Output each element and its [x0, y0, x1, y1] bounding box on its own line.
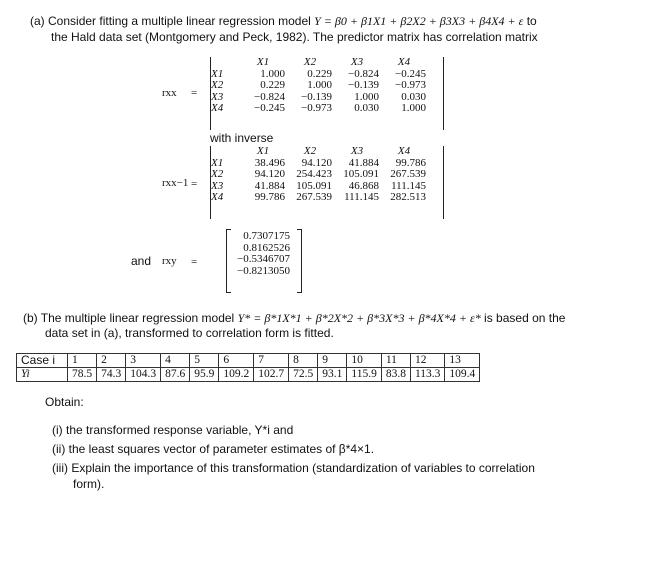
rxy-value: −0.8213050	[237, 264, 290, 277]
inv-header: X4	[397, 145, 411, 157]
case-cell: 2	[97, 354, 126, 368]
case-cell: 9	[318, 354, 347, 368]
corr-row	[211, 103, 429, 115]
rxy-vector	[226, 229, 302, 293]
case-cell: 5	[190, 354, 219, 368]
case-cell: 4	[161, 354, 190, 368]
rxx-inverse-label: rxx−1	[162, 177, 189, 189]
inv-header: X3	[350, 145, 364, 157]
correlation-matrix	[210, 57, 444, 130]
corr-row-label: X1	[211, 67, 224, 80]
case-cell: 3	[126, 354, 161, 368]
part-b-intro: The multiple linear regression model	[40, 311, 235, 325]
part-a-line1	[30, 14, 537, 29]
part-a-label: (a)	[30, 14, 45, 28]
corr-cell: 0.229	[307, 67, 332, 80]
obtain-item-2: (ii) the least squares vector of parameter estimates of β*4×1.	[52, 442, 375, 456]
inv-cell: 111.145	[391, 179, 426, 192]
inv-cell: 267.539	[296, 191, 332, 203]
corr-row	[211, 80, 429, 92]
response-cell: 78.5	[68, 368, 97, 382]
corr-cell: −0.245	[395, 67, 426, 80]
inv-row	[211, 169, 429, 181]
rxy-value: 0.8162526	[243, 241, 290, 254]
case-cell: 6	[219, 354, 254, 368]
inv-cell: 99.786	[254, 191, 285, 203]
corr-cell: −0.139	[301, 90, 332, 103]
case-cell: 8	[289, 354, 318, 368]
inv-row-label: X1	[211, 156, 224, 169]
corr-cell: 0.030	[401, 90, 426, 103]
corr-row-label: X3	[211, 90, 224, 103]
inv-row-label: X2	[211, 168, 224, 180]
corr-header: X1	[256, 56, 270, 68]
obtain-item-3-line2: form).	[73, 477, 105, 491]
case-row	[17, 354, 480, 368]
inv-cell: 282.513	[390, 191, 426, 203]
inv-row-label: X4	[211, 191, 224, 203]
case-cell: 13	[445, 354, 480, 368]
case-row-label: Case i	[17, 354, 68, 368]
corr-cell: 1.000	[307, 79, 332, 91]
response-cell: 109.4	[445, 368, 480, 382]
hald-data-table	[16, 353, 480, 382]
response-row	[17, 368, 480, 382]
obtain-item-1: (i) the transformed response variable, Y*i and	[52, 423, 294, 437]
part-b-line1	[23, 311, 565, 326]
corr-cell: −0.973	[301, 102, 332, 114]
inv-cell: 111.145	[344, 191, 379, 203]
inv-cell: 38.496	[254, 156, 285, 169]
inv-header: X1	[256, 145, 270, 157]
part-a-model-equation: Y = β0 + β1X1 + β2X2 + β3X3 + β4X4 + ε	[314, 14, 524, 28]
inv-row	[211, 192, 429, 204]
case-cell: 7	[254, 354, 289, 368]
part-b-model-equation: Y* = β*1X*1 + β*2X*2 + β*3X*3 + β*4X*4 + ε*	[237, 311, 481, 325]
rxx-label: rxx	[162, 87, 177, 99]
case-cell: 11	[381, 354, 410, 368]
response-cell: 102.7	[254, 368, 289, 382]
inverse-correlation-matrix	[210, 146, 444, 219]
corr-row-label: X4	[211, 102, 224, 114]
inv-cell: 99.786	[395, 156, 426, 169]
response-cell: 95.9	[190, 368, 219, 382]
corr-cell: 1.000	[260, 67, 285, 80]
response-cell: 93.1	[318, 368, 347, 382]
response-cell: 109.2	[219, 368, 254, 382]
inv-row-label: X3	[211, 179, 224, 192]
inv-cell: 41.884	[348, 156, 379, 169]
part-a-intro: Consider fitting a multiple linear regression model	[48, 14, 311, 28]
with-inverse-text: with inverse	[210, 131, 274, 145]
corr-header: X2	[303, 56, 317, 68]
inv-cell: 41.884	[254, 179, 285, 192]
rxy-value: 0.7307175	[243, 230, 290, 242]
corr-header: X4	[397, 56, 411, 68]
corr-cell: 1.000	[401, 102, 426, 114]
response-cell: 74.3	[97, 368, 126, 382]
corr-cell: −0.245	[254, 102, 285, 114]
corr-cell: −0.824	[254, 90, 285, 103]
response-row-label: Yi	[17, 368, 68, 382]
case-cell: 1	[68, 354, 97, 368]
response-cell: 87.6	[161, 368, 190, 382]
corr-cell: −0.824	[348, 67, 379, 80]
inv-cell: 105.091	[296, 179, 332, 192]
corr-cell: 1.000	[354, 90, 379, 103]
obtain-item-3-line1: (iii) Explain the importance of this transformation (standardization of variables to correlation	[52, 461, 535, 475]
corr-cell: 0.030	[354, 102, 379, 114]
response-cell: 115.9	[347, 368, 381, 382]
inv-cell: 254.423	[296, 168, 332, 180]
part-a-to: to	[526, 14, 537, 28]
inv-cell: 46.868	[348, 179, 379, 192]
rxx-equals: =	[191, 87, 198, 99]
rxx-inverse-equals: =	[191, 178, 198, 190]
corr-cell: −0.139	[348, 79, 379, 91]
inv-cell: 94.120	[301, 156, 332, 169]
response-cell: 72.5	[289, 368, 318, 382]
inv-cell: 267.539	[390, 168, 426, 180]
obtain-heading: Obtain:	[45, 395, 84, 409]
part-b-line2: data set in (a), transformed to correlation form is fitted.	[45, 326, 334, 340]
and-text: and	[131, 254, 152, 268]
response-cell: 104.3	[126, 368, 161, 382]
part-b-label: (b)	[23, 311, 38, 325]
corr-cell: 0.229	[260, 79, 285, 91]
part-b-suffix: is based on the	[484, 311, 566, 325]
corr-cell: −0.973	[395, 79, 426, 91]
corr-row-label: X2	[211, 79, 224, 91]
corr-header: X3	[350, 56, 364, 68]
case-cell: 10	[347, 354, 381, 368]
rxy-value: −0.5346707	[237, 253, 290, 265]
inv-cell: 94.120	[254, 168, 285, 180]
response-cell: 113.3	[410, 368, 444, 382]
case-cell: 12	[410, 354, 444, 368]
inv-header: X2	[303, 145, 317, 157]
rxy-label: rxy	[162, 255, 177, 267]
response-cell: 83.8	[381, 368, 410, 382]
rxy-equals: =	[191, 256, 198, 268]
inv-cell: 105.091	[343, 168, 379, 180]
part-a-line2: the Hald data set (Montgomery and Peck, 1982). The predictor matrix has correlation matrix	[51, 30, 538, 44]
